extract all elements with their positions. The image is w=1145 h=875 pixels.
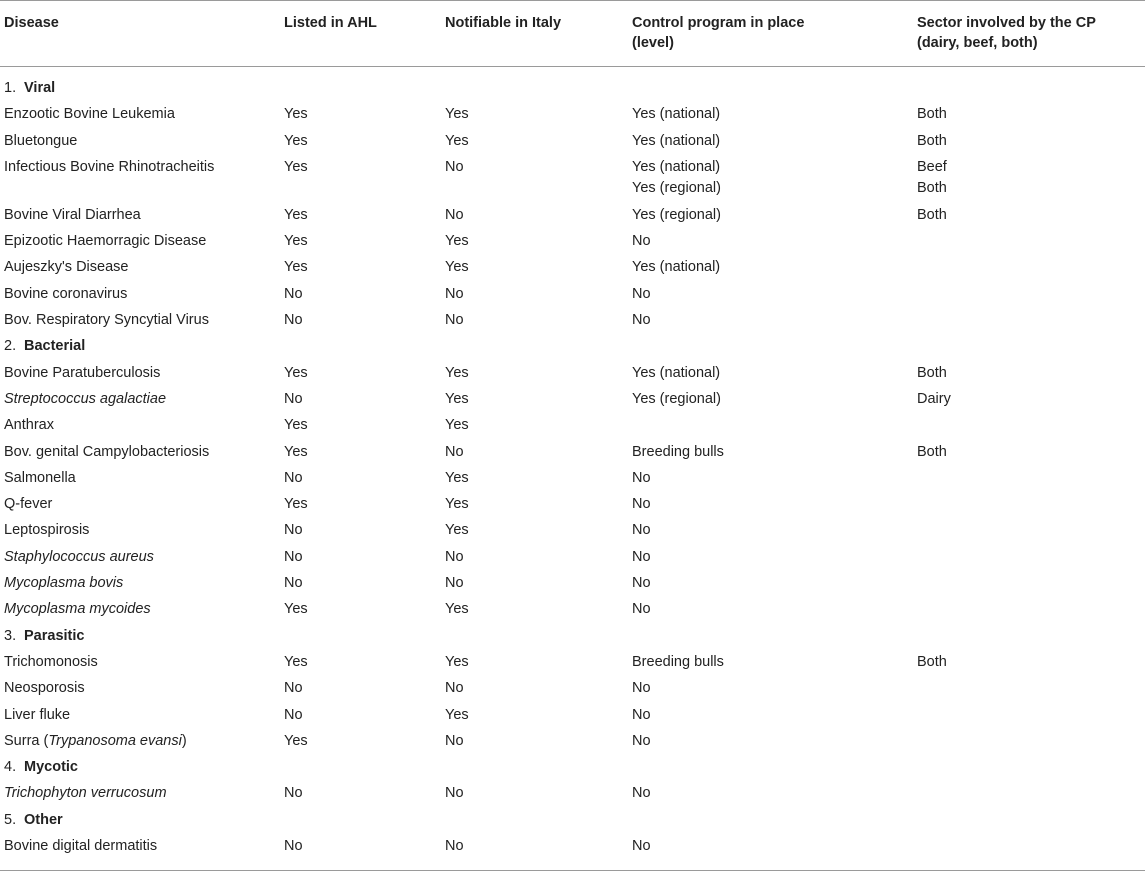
cell-control: No: [632, 522, 651, 539]
cell-notifiable: No: [445, 285, 464, 302]
cell-disease: Enzootic Bovine Leukemia: [4, 106, 175, 123]
cell-sector: Both: [917, 132, 947, 149]
cell-disease-part: ): [181, 732, 187, 749]
category-name: Viral: [24, 80, 56, 96]
cell-control: No: [632, 469, 651, 486]
cell-disease: Q-fever: [4, 496, 53, 513]
table-row: [0, 389, 1145, 415]
cell-disease: Bovine coronavirus: [4, 285, 128, 302]
category-name: Mycotic: [24, 759, 78, 776]
cell-disease-species: Trypanosoma evansi: [48, 732, 182, 749]
cell-listed: No: [284, 285, 303, 302]
cell-control: Yes (national): [632, 259, 721, 276]
cell-notifiable: No: [445, 838, 464, 855]
table-row: [0, 573, 1145, 599]
header-notifiable-italy: Notifiable in Italy: [445, 15, 562, 31]
table-row: [0, 836, 1145, 862]
cell-control: Yes (regional): [632, 206, 721, 223]
cell-listed: No: [284, 469, 303, 486]
cell-listed: Yes: [284, 653, 308, 670]
table-row: [0, 131, 1145, 157]
cell-notifiable: Yes: [445, 417, 469, 434]
table-row: [0, 652, 1145, 678]
cell-disease: Mycoplasma bovis: [4, 575, 124, 592]
cell-listed: Yes: [284, 601, 308, 618]
category-name: Parasitic: [24, 627, 85, 644]
cell-control: No: [632, 838, 651, 855]
cell-disease: Staphylococcus aureus: [4, 548, 154, 565]
category-row-mycotic: [0, 757, 1145, 783]
table-row: [0, 678, 1145, 704]
cell-control: No: [632, 233, 651, 250]
cell-disease: Infectious Bovine Rhinotracheitis: [4, 158, 215, 175]
table-row: [0, 310, 1145, 336]
cell-disease: Aujeszky's Disease: [4, 259, 129, 276]
category-row-parasitic: [0, 626, 1145, 652]
table-row: [0, 494, 1145, 520]
cell-listed: No: [284, 575, 303, 592]
cell-disease: Mycoplasma mycoides: [4, 601, 151, 618]
category-number: 4.: [4, 759, 17, 776]
cell-listed: Yes: [284, 443, 308, 460]
category-name: Other: [24, 811, 63, 828]
cell-notifiable: No: [445, 548, 464, 565]
table-row: [0, 731, 1145, 757]
cell-notifiable: Yes: [445, 390, 469, 407]
cell-control: No: [632, 601, 651, 618]
header-sector-line1: Sector involved by the CP: [917, 15, 1096, 31]
cell-sector: Both: [917, 653, 947, 670]
cell-disease: Bovine Viral Diarrhea: [4, 206, 141, 223]
cell-control: No: [632, 680, 651, 697]
cell-listed: Yes: [284, 233, 308, 250]
cell-control: Yes (national): [632, 106, 721, 123]
cell-control: [632, 157, 721, 199]
cell-listed: No: [284, 522, 303, 539]
table-row: [0, 257, 1145, 283]
cell-notifiable: Yes: [445, 364, 469, 381]
cell-control: No: [632, 312, 651, 329]
cell-notifiable: Yes: [445, 522, 469, 539]
table-row: [0, 415, 1145, 441]
cell-sector-line1: Beef: [917, 158, 947, 175]
cell-sector: Both: [917, 364, 947, 381]
cell-disease: Bovine Paratuberculosis: [4, 364, 161, 381]
table-row: [0, 783, 1145, 809]
category-row-other: [0, 810, 1145, 836]
cell-control: No: [632, 575, 651, 592]
cell-control-line2: Yes (regional): [632, 179, 721, 196]
header-control-line1: Control program in place: [632, 15, 805, 31]
cell-listed: Yes: [284, 206, 308, 223]
cell-control: No: [632, 496, 651, 513]
category-row-bacterial: [0, 336, 1145, 362]
cell-control: Breeding bulls: [632, 653, 724, 670]
cell-notifiable: No: [445, 206, 464, 223]
table-row: [0, 205, 1145, 231]
header-control-line2: (level): [632, 35, 674, 51]
cell-notifiable: No: [445, 680, 464, 697]
cell-control: Yes (regional): [632, 390, 721, 407]
cell-notifiable: Yes: [445, 469, 469, 486]
cell-control: Yes (national): [632, 132, 721, 149]
cell-notifiable: Yes: [445, 653, 469, 670]
table-row: [0, 284, 1145, 310]
table-row: [0, 442, 1145, 468]
cell-notifiable: No: [445, 732, 464, 749]
cell-notifiable: Yes: [445, 601, 469, 618]
table-body: [0, 78, 1145, 862]
cell-disease: Anthrax: [4, 417, 54, 434]
cell-listed: No: [284, 390, 303, 407]
cell-disease: Salmonella: [4, 469, 76, 486]
category-number: 1.: [4, 80, 17, 96]
cell-sector: Both: [917, 206, 947, 223]
cell-listed: No: [284, 680, 303, 697]
cell-listed: Yes: [284, 106, 308, 123]
cell-listed: No: [284, 838, 303, 855]
cell-listed: Yes: [284, 732, 308, 749]
table-row: [0, 157, 1145, 205]
cell-listed: No: [284, 706, 303, 723]
cell-control: No: [632, 548, 651, 565]
cell-listed: Yes: [284, 496, 308, 513]
cell-listed: No: [284, 312, 303, 329]
cell-disease: Leptospirosis: [4, 522, 90, 539]
cell-listed: No: [284, 785, 303, 802]
cell-notifiable: No: [445, 443, 464, 460]
cell-notifiable: Yes: [445, 132, 469, 149]
header-listed-ahl: Listed in AHL: [284, 15, 377, 31]
cell-disease: Bovine digital dermatitis: [4, 838, 158, 855]
table-row: [0, 468, 1145, 494]
cell-control: Breeding bulls: [632, 443, 724, 460]
cell-notifiable: No: [445, 312, 464, 329]
cell-control: No: [632, 285, 651, 302]
table-row: [0, 705, 1145, 731]
cell-notifiable: Yes: [445, 259, 469, 276]
cell-notifiable: No: [445, 785, 464, 802]
cell-disease: Streptococcus agalactiae: [4, 390, 167, 407]
cell-control: No: [632, 706, 651, 723]
header-disease: Disease: [4, 15, 59, 31]
cell-sector: Both: [917, 443, 947, 460]
cell-sector: [917, 157, 947, 199]
table-row: [0, 520, 1145, 546]
cell-listed: Yes: [284, 364, 308, 381]
cell-disease: Epizootic Haemorragic Disease: [4, 233, 207, 250]
cell-sector: Both: [917, 106, 947, 123]
category-name: Bacterial: [24, 338, 86, 355]
cell-notifiable: Yes: [445, 106, 469, 123]
cell-control: Yes (national): [632, 364, 721, 381]
table-row: [0, 231, 1145, 257]
cell-control: No: [632, 732, 651, 749]
cell-disease: Bluetongue: [4, 132, 78, 149]
category-number: 5.: [4, 811, 17, 828]
cell-disease: Bov. genital Campylobacteriosis: [4, 443, 210, 460]
header-sector: [917, 13, 1096, 53]
header-rule: [0, 66, 1145, 67]
cell-sector: Dairy: [917, 390, 951, 407]
category-number: 2.: [4, 338, 17, 355]
cell-disease-part: Surra (: [4, 732, 49, 749]
cell-notifiable: Yes: [445, 496, 469, 513]
header-control-program: [632, 13, 804, 53]
category-row-viral: [0, 78, 1145, 104]
table-row: [0, 599, 1145, 625]
table-top-rule: [0, 0, 1145, 1]
cell-control: No: [632, 785, 651, 802]
cell-disease: Liver fluke: [4, 706, 71, 723]
category-number: 3.: [4, 627, 17, 644]
cell-listed: Yes: [284, 132, 308, 149]
table-row: [0, 363, 1145, 389]
cell-disease: Bov. Respiratory Syncytial Virus: [4, 312, 209, 329]
header-sector-line2: (dairy, beef, both): [917, 35, 1038, 51]
cell-listed: No: [284, 548, 303, 565]
cell-listed: Yes: [284, 259, 308, 276]
cell-sector-line2: Both: [917, 179, 947, 196]
table-bottom-rule: [0, 870, 1145, 871]
cell-notifiable: Yes: [445, 706, 469, 723]
cell-notifiable: Yes: [445, 233, 469, 250]
cell-listed: Yes: [284, 158, 308, 175]
cell-control-line1: Yes (national): [632, 158, 721, 175]
cell-disease: Trichophyton verrucosum: [4, 785, 167, 802]
table-row: [0, 547, 1145, 573]
cell-disease: Trichomonosis: [4, 653, 98, 670]
cell-disease: Neosporosis: [4, 680, 85, 697]
table-row: [0, 104, 1145, 130]
cell-listed: Yes: [284, 417, 308, 434]
cell-notifiable: No: [445, 158, 464, 175]
cell-notifiable: No: [445, 575, 464, 592]
cell-disease: [4, 731, 187, 752]
